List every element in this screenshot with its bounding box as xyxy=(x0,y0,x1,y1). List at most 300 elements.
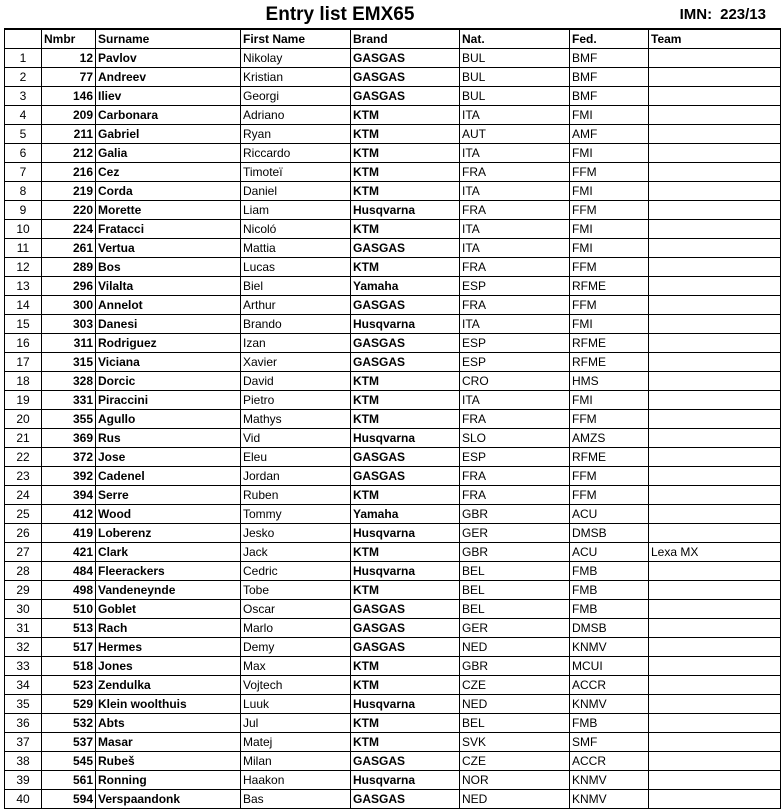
rider-number: 594 xyxy=(42,790,96,809)
table-row xyxy=(5,505,781,524)
rider-brand: KTM xyxy=(351,125,460,144)
row-index: 10 xyxy=(5,220,42,239)
rider-surname: Rubeš xyxy=(96,752,241,771)
rider-brand: GASGAS xyxy=(351,790,460,809)
rider-federation: FMB xyxy=(570,581,649,600)
rider-number: 392 xyxy=(42,467,96,486)
row-index: 9 xyxy=(5,201,42,220)
rider-nationality: FRA xyxy=(460,296,570,315)
imn-block xyxy=(680,2,766,28)
rider-first-name: Nicoló xyxy=(241,220,351,239)
rider-brand: GASGAS xyxy=(351,49,460,68)
rider-first-name: Marlo xyxy=(241,619,351,638)
rider-federation: HMS xyxy=(570,372,649,391)
rider-team xyxy=(649,505,781,524)
rider-brand: Husqvarna xyxy=(351,201,460,220)
rider-brand: KTM xyxy=(351,144,460,163)
header-surname: Surname xyxy=(96,29,241,49)
rider-federation: MCUI xyxy=(570,657,649,676)
rider-federation: FMI xyxy=(570,182,649,201)
rider-nationality: ITA xyxy=(460,106,570,125)
row-index: 5 xyxy=(5,125,42,144)
rider-surname: Clark xyxy=(96,543,241,562)
rider-federation: ACCR xyxy=(570,676,649,695)
rider-number: 315 xyxy=(42,353,96,372)
rider-team xyxy=(649,144,781,163)
rider-federation: FFM xyxy=(570,296,649,315)
header-brand: Brand xyxy=(351,29,460,49)
rider-surname: Verspaandonk xyxy=(96,790,241,809)
table-row xyxy=(5,733,781,752)
rider-brand: GASGAS xyxy=(351,334,460,353)
rider-first-name: Riccardo xyxy=(241,144,351,163)
rider-first-name: Tommy xyxy=(241,505,351,524)
table-row xyxy=(5,144,781,163)
rider-brand: KTM xyxy=(351,258,460,277)
rider-team xyxy=(649,315,781,334)
header-number: Nmbr xyxy=(42,29,96,49)
rider-surname: Rodriguez xyxy=(96,334,241,353)
table-row xyxy=(5,695,781,714)
table-row xyxy=(5,391,781,410)
rider-federation: FFM xyxy=(570,486,649,505)
rider-surname: Cadenel xyxy=(96,467,241,486)
rider-nationality: NED xyxy=(460,790,570,809)
rider-nationality: NED xyxy=(460,695,570,714)
rider-first-name: Cedric xyxy=(241,562,351,581)
rider-federation: KNMV xyxy=(570,771,649,790)
rider-first-name: Daniel xyxy=(241,182,351,201)
rider-federation: FFM xyxy=(570,163,649,182)
rider-number: 296 xyxy=(42,277,96,296)
rider-number: 209 xyxy=(42,106,96,125)
rider-nationality: FRA xyxy=(460,201,570,220)
rider-first-name: Izan xyxy=(241,334,351,353)
row-index: 21 xyxy=(5,429,42,448)
rider-brand: KTM xyxy=(351,410,460,429)
rider-number: 517 xyxy=(42,638,96,657)
rider-team xyxy=(649,163,781,182)
rider-federation: ACU xyxy=(570,505,649,524)
rider-surname: Danesi xyxy=(96,315,241,334)
rider-nationality: BUL xyxy=(460,49,570,68)
table-row xyxy=(5,448,781,467)
row-index: 23 xyxy=(5,467,42,486)
rider-number: 529 xyxy=(42,695,96,714)
rider-number: 300 xyxy=(42,296,96,315)
rider-team xyxy=(649,391,781,410)
rider-brand: Husqvarna xyxy=(351,524,460,543)
row-index: 3 xyxy=(5,87,42,106)
rider-surname: Vandeneynde xyxy=(96,581,241,600)
table-row xyxy=(5,600,781,619)
rider-number: 421 xyxy=(42,543,96,562)
rider-surname: Goblet xyxy=(96,600,241,619)
row-index: 28 xyxy=(5,562,42,581)
rider-federation: FMI xyxy=(570,391,649,410)
rider-brand: GASGAS xyxy=(351,68,460,87)
rider-first-name: Timoteï xyxy=(241,163,351,182)
rider-surname: Piraccini xyxy=(96,391,241,410)
rider-nationality: FRA xyxy=(460,486,570,505)
rider-nationality: ESP xyxy=(460,353,570,372)
row-index: 24 xyxy=(5,486,42,505)
row-index: 15 xyxy=(5,315,42,334)
rider-team xyxy=(649,733,781,752)
rider-team xyxy=(649,49,781,68)
rider-first-name: David xyxy=(241,372,351,391)
rider-first-name: Ruben xyxy=(241,486,351,505)
rider-surname: Corda xyxy=(96,182,241,201)
rider-brand: KTM xyxy=(351,733,460,752)
row-index: 13 xyxy=(5,277,42,296)
table-row xyxy=(5,619,781,638)
rider-number: 219 xyxy=(42,182,96,201)
table-row xyxy=(5,315,781,334)
rider-first-name: Xavier xyxy=(241,353,351,372)
rider-nationality: ITA xyxy=(460,315,570,334)
rider-brand: GASGAS xyxy=(351,239,460,258)
rider-surname: Masar xyxy=(96,733,241,752)
rider-first-name: Liam xyxy=(241,201,351,220)
rider-nationality: GBR xyxy=(460,543,570,562)
rider-number: 77 xyxy=(42,68,96,87)
rider-number: 12 xyxy=(42,49,96,68)
header-nat: Nat. xyxy=(460,29,570,49)
rider-team xyxy=(649,258,781,277)
table-row xyxy=(5,277,781,296)
rider-number: 537 xyxy=(42,733,96,752)
rider-number: 224 xyxy=(42,220,96,239)
entry-table xyxy=(4,28,781,809)
rider-federation: FMB xyxy=(570,600,649,619)
table-row xyxy=(5,429,781,448)
row-index: 14 xyxy=(5,296,42,315)
rider-brand: KTM xyxy=(351,106,460,125)
rider-brand: Husqvarna xyxy=(351,695,460,714)
rider-nationality: ITA xyxy=(460,182,570,201)
rider-first-name: Tobe xyxy=(241,581,351,600)
row-index: 7 xyxy=(5,163,42,182)
rider-federation: FFM xyxy=(570,410,649,429)
rider-surname: Andreev xyxy=(96,68,241,87)
row-index: 31 xyxy=(5,619,42,638)
rider-number: 518 xyxy=(42,657,96,676)
rider-team xyxy=(649,562,781,581)
rider-nationality: GBR xyxy=(460,657,570,676)
rider-team xyxy=(649,429,781,448)
row-index: 27 xyxy=(5,543,42,562)
rider-team xyxy=(649,657,781,676)
imn-value: 223/13 xyxy=(720,6,766,23)
rider-first-name: Arthur xyxy=(241,296,351,315)
row-index: 29 xyxy=(5,581,42,600)
page-title: Entry list EMX65 xyxy=(265,4,415,25)
rider-nationality: BEL xyxy=(460,581,570,600)
imn-label: IMN: xyxy=(679,6,713,23)
row-index: 25 xyxy=(5,505,42,524)
table-row xyxy=(5,353,781,372)
rider-first-name: Vid xyxy=(241,429,351,448)
rider-team xyxy=(649,296,781,315)
table-row xyxy=(5,68,781,87)
row-index: 33 xyxy=(5,657,42,676)
row-index: 11 xyxy=(5,239,42,258)
rider-number: 311 xyxy=(42,334,96,353)
rider-surname: Ronning xyxy=(96,771,241,790)
rider-surname: Jones xyxy=(96,657,241,676)
rider-number: 532 xyxy=(42,714,96,733)
rider-nationality: FRA xyxy=(460,258,570,277)
rider-nationality: FRA xyxy=(460,410,570,429)
rider-first-name: Oscar xyxy=(241,600,351,619)
rider-nationality: SVK xyxy=(460,733,570,752)
rider-number: 498 xyxy=(42,581,96,600)
rider-surname: Vertua xyxy=(96,239,241,258)
rider-brand: GASGAS xyxy=(351,87,460,106)
rider-first-name: Bas xyxy=(241,790,351,809)
row-index: 17 xyxy=(5,353,42,372)
table-row xyxy=(5,258,781,277)
rider-federation: FFM xyxy=(570,201,649,220)
rider-surname: Wood xyxy=(96,505,241,524)
table-row xyxy=(5,220,781,239)
rider-number: 523 xyxy=(42,676,96,695)
rider-federation: FMB xyxy=(570,562,649,581)
rider-team xyxy=(649,790,781,809)
rider-first-name: Nikolay xyxy=(241,49,351,68)
row-index: 26 xyxy=(5,524,42,543)
rider-brand: KTM xyxy=(351,182,460,201)
table-row xyxy=(5,771,781,790)
rider-number: 355 xyxy=(42,410,96,429)
table-row xyxy=(5,486,781,505)
rider-brand: KTM xyxy=(351,676,460,695)
rider-federation: FMI xyxy=(570,239,649,258)
rider-number: 303 xyxy=(42,315,96,334)
table-row xyxy=(5,372,781,391)
rider-team: Lexa MX xyxy=(649,543,781,562)
rider-nationality: ESP xyxy=(460,277,570,296)
rider-team xyxy=(649,334,781,353)
row-index: 2 xyxy=(5,68,42,87)
rider-federation: FMI xyxy=(570,144,649,163)
rider-nationality: BUL xyxy=(460,68,570,87)
rider-first-name: Mattia xyxy=(241,239,351,258)
rider-federation: RFME xyxy=(570,334,649,353)
rider-nationality: ITA xyxy=(460,391,570,410)
row-index: 35 xyxy=(5,695,42,714)
rider-number: 419 xyxy=(42,524,96,543)
rider-team xyxy=(649,410,781,429)
rider-number: 484 xyxy=(42,562,96,581)
row-index: 19 xyxy=(5,391,42,410)
rider-brand: Husqvarna xyxy=(351,562,460,581)
rider-surname: Loberenz xyxy=(96,524,241,543)
row-index: 8 xyxy=(5,182,42,201)
rider-brand: KTM xyxy=(351,163,460,182)
rider-surname: Pavlov xyxy=(96,49,241,68)
rider-first-name: Brando xyxy=(241,315,351,334)
row-index: 6 xyxy=(5,144,42,163)
rider-nationality: ITA xyxy=(460,239,570,258)
rider-first-name: Adriano xyxy=(241,106,351,125)
row-index: 38 xyxy=(5,752,42,771)
rider-number: 369 xyxy=(42,429,96,448)
rider-brand: Husqvarna xyxy=(351,771,460,790)
rider-brand: Husqvarna xyxy=(351,429,460,448)
rider-federation: KNMV xyxy=(570,638,649,657)
rider-brand: GASGAS xyxy=(351,448,460,467)
rider-federation: FMB xyxy=(570,714,649,733)
rider-nationality: AUT xyxy=(460,125,570,144)
rider-number: 211 xyxy=(42,125,96,144)
rider-first-name: Jesko xyxy=(241,524,351,543)
rider-brand: GASGAS xyxy=(351,600,460,619)
row-index: 36 xyxy=(5,714,42,733)
table-row xyxy=(5,410,781,429)
rider-surname: Fratacci xyxy=(96,220,241,239)
header-team: Team xyxy=(649,29,781,49)
rider-team xyxy=(649,182,781,201)
rider-nationality: FRA xyxy=(460,467,570,486)
rider-team xyxy=(649,353,781,372)
rider-federation: FMI xyxy=(570,106,649,125)
rider-first-name: Max xyxy=(241,657,351,676)
rider-nationality: BEL xyxy=(460,600,570,619)
rider-brand: KTM xyxy=(351,657,460,676)
rider-surname: Abts xyxy=(96,714,241,733)
table-header-row xyxy=(5,29,781,49)
rider-brand: GASGAS xyxy=(351,353,460,372)
rider-team xyxy=(649,486,781,505)
rider-surname: Rus xyxy=(96,429,241,448)
row-index: 18 xyxy=(5,372,42,391)
rider-federation: RFME xyxy=(570,277,649,296)
rider-team xyxy=(649,676,781,695)
table-row xyxy=(5,467,781,486)
rider-surname: Bos xyxy=(96,258,241,277)
rider-number: 216 xyxy=(42,163,96,182)
rider-team xyxy=(649,600,781,619)
rider-first-name: Lucas xyxy=(241,258,351,277)
row-index: 4 xyxy=(5,106,42,125)
rider-team xyxy=(649,201,781,220)
header-index xyxy=(5,29,42,49)
row-index: 12 xyxy=(5,258,42,277)
table-row xyxy=(5,201,781,220)
rider-nationality: SLO xyxy=(460,429,570,448)
rider-team xyxy=(649,239,781,258)
rider-surname: Cez xyxy=(96,163,241,182)
rider-team xyxy=(649,220,781,239)
rider-brand: GASGAS xyxy=(351,638,460,657)
table-row xyxy=(5,87,781,106)
rider-team xyxy=(649,638,781,657)
rider-federation: KNMV xyxy=(570,695,649,714)
rider-federation: RFME xyxy=(570,353,649,372)
rider-brand: Yamaha xyxy=(351,277,460,296)
rider-brand: GASGAS xyxy=(351,619,460,638)
rider-first-name: Biel xyxy=(241,277,351,296)
row-index: 22 xyxy=(5,448,42,467)
rider-surname: Jose xyxy=(96,448,241,467)
rider-nationality: ESP xyxy=(460,448,570,467)
rider-first-name: Milan xyxy=(241,752,351,771)
table-row xyxy=(5,239,781,258)
rider-first-name: Luuk xyxy=(241,695,351,714)
table-row xyxy=(5,581,781,600)
rider-federation: DMSB xyxy=(570,619,649,638)
row-index: 39 xyxy=(5,771,42,790)
rider-federation: FFM xyxy=(570,467,649,486)
rider-federation: DMSB xyxy=(570,524,649,543)
table-row xyxy=(5,106,781,125)
rider-federation: ACCR xyxy=(570,752,649,771)
rider-number: 412 xyxy=(42,505,96,524)
rider-first-name: Jordan xyxy=(241,467,351,486)
rider-surname: Gabriel xyxy=(96,125,241,144)
rider-number: 328 xyxy=(42,372,96,391)
rider-first-name: Eleu xyxy=(241,448,351,467)
table-row xyxy=(5,638,781,657)
rider-surname: Hermes xyxy=(96,638,241,657)
rider-surname: Agullo xyxy=(96,410,241,429)
table-row xyxy=(5,163,781,182)
table-row xyxy=(5,49,781,68)
rider-team xyxy=(649,714,781,733)
rider-surname: Vilalta xyxy=(96,277,241,296)
rider-number: 212 xyxy=(42,144,96,163)
table-row xyxy=(5,752,781,771)
rider-first-name: Vojtech xyxy=(241,676,351,695)
rider-number: 372 xyxy=(42,448,96,467)
row-index: 32 xyxy=(5,638,42,657)
rider-team xyxy=(649,771,781,790)
rider-number: 510 xyxy=(42,600,96,619)
row-index: 20 xyxy=(5,410,42,429)
rider-surname: Serre xyxy=(96,486,241,505)
rider-first-name: Jack xyxy=(241,543,351,562)
rider-nationality: FRA xyxy=(460,163,570,182)
rider-team xyxy=(649,448,781,467)
rider-team xyxy=(649,695,781,714)
rider-surname: Klein woolthuis xyxy=(96,695,241,714)
rider-surname: Carbonara xyxy=(96,106,241,125)
rider-brand: KTM xyxy=(351,714,460,733)
rider-first-name: Matej xyxy=(241,733,351,752)
rider-federation: ACU xyxy=(570,543,649,562)
rider-first-name: Demy xyxy=(241,638,351,657)
rider-federation: FMI xyxy=(570,220,649,239)
rider-surname: Zendulka xyxy=(96,676,241,695)
rider-team xyxy=(649,752,781,771)
rider-first-name: Pietro xyxy=(241,391,351,410)
header-first-name: First Name xyxy=(241,29,351,49)
rider-brand: KTM xyxy=(351,543,460,562)
rider-first-name: Jul xyxy=(241,714,351,733)
row-index: 30 xyxy=(5,600,42,619)
table-row xyxy=(5,182,781,201)
rider-nationality: BUL xyxy=(460,87,570,106)
rider-first-name: Georgi xyxy=(241,87,351,106)
rider-brand: KTM xyxy=(351,581,460,600)
rider-brand: KTM xyxy=(351,220,460,239)
rider-federation: FMI xyxy=(570,315,649,334)
rider-nationality: GER xyxy=(460,524,570,543)
rider-surname: Iliev xyxy=(96,87,241,106)
rider-team xyxy=(649,581,781,600)
